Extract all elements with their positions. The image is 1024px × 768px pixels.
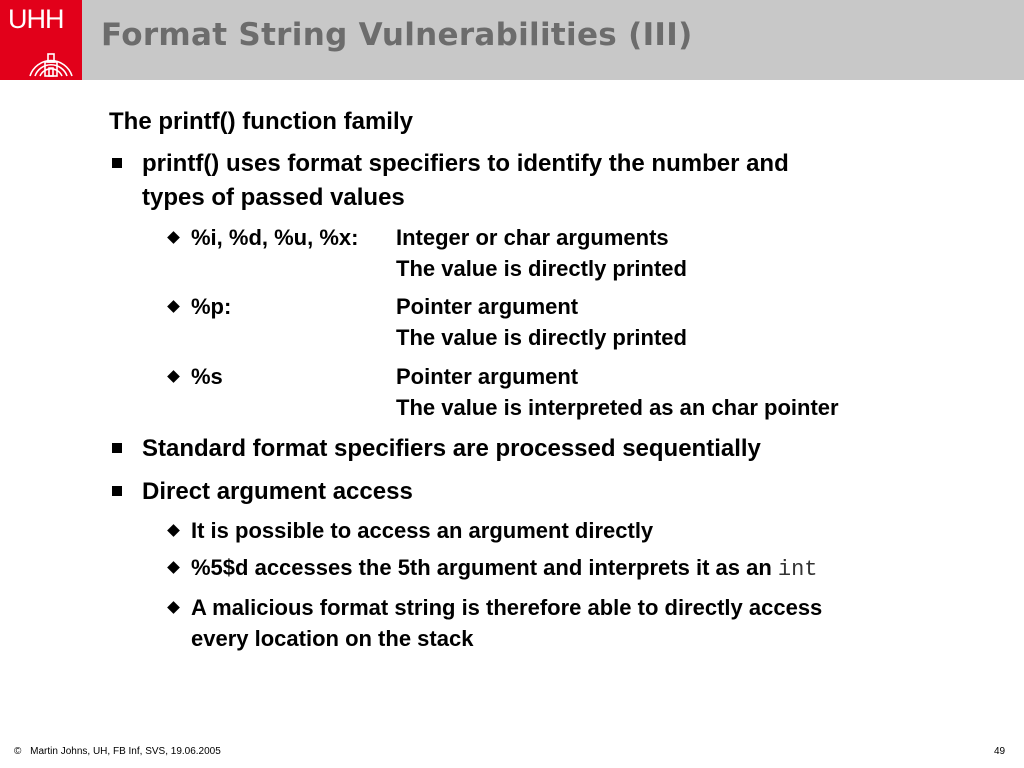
copyright-icon: © bbox=[14, 746, 22, 757]
specifier-description: Integer or char arguments bbox=[396, 225, 669, 250]
sub-bullet-3c-line-1: A malicious format string is therefore able to directly access bbox=[191, 595, 823, 620]
sub-bullet-3a: It is possible to access an argument directly bbox=[191, 518, 654, 543]
sub-bullet-3b-text: %5$d accesses the 5th argument and interprets it as an bbox=[191, 555, 778, 580]
diamond-bullet-icon bbox=[167, 300, 180, 313]
bullet-3: Direct argument access bbox=[142, 478, 413, 505]
square-bullet-icon bbox=[112, 158, 122, 168]
specifier-description: Pointer argument bbox=[396, 294, 579, 319]
page-number: 49 bbox=[994, 746, 1006, 757]
specifier-description: The value is interpreted as an char pointer bbox=[396, 395, 839, 420]
square-bullet-icon bbox=[112, 443, 122, 453]
logo-text: UHH bbox=[8, 4, 64, 34]
diamond-bullet-icon bbox=[167, 561, 180, 574]
footer-credit: Martin Johns, UH, FB Inf, SVS, 19.06.2005 bbox=[30, 746, 221, 757]
diamond-bullet-icon bbox=[167, 370, 180, 383]
section-heading: The printf() function family bbox=[109, 108, 413, 135]
specifier-description: The value is directly printed bbox=[396, 325, 687, 350]
diamond-bullet-icon bbox=[167, 231, 180, 244]
sub-bullet-3c-line-2: every location on the stack bbox=[191, 626, 474, 651]
bullet-1-line-1: printf() uses format specifiers to identify the number and bbox=[142, 150, 789, 177]
diamond-bullet-icon bbox=[167, 524, 180, 537]
square-bullet-icon bbox=[112, 486, 122, 496]
sub-bullet-3b bbox=[191, 555, 818, 582]
specifier-code: %p: bbox=[191, 294, 232, 319]
bullet-2: Standard format specifiers are processed sequentially bbox=[142, 435, 761, 462]
footer-copyright bbox=[14, 746, 221, 757]
code-int: int bbox=[777, 557, 818, 582]
slide-title: Format String Vulnerabilities (III) bbox=[101, 17, 693, 53]
bullet-1-line-2: types of passed values bbox=[142, 184, 405, 211]
diamond-bullet-icon bbox=[167, 601, 180, 614]
specifier-code: %s bbox=[191, 364, 223, 389]
specifier-description: The value is directly printed bbox=[396, 256, 687, 281]
specifier-description: Pointer argument bbox=[396, 364, 579, 389]
specifier-code: %i, %d, %u, %x: bbox=[191, 225, 359, 250]
